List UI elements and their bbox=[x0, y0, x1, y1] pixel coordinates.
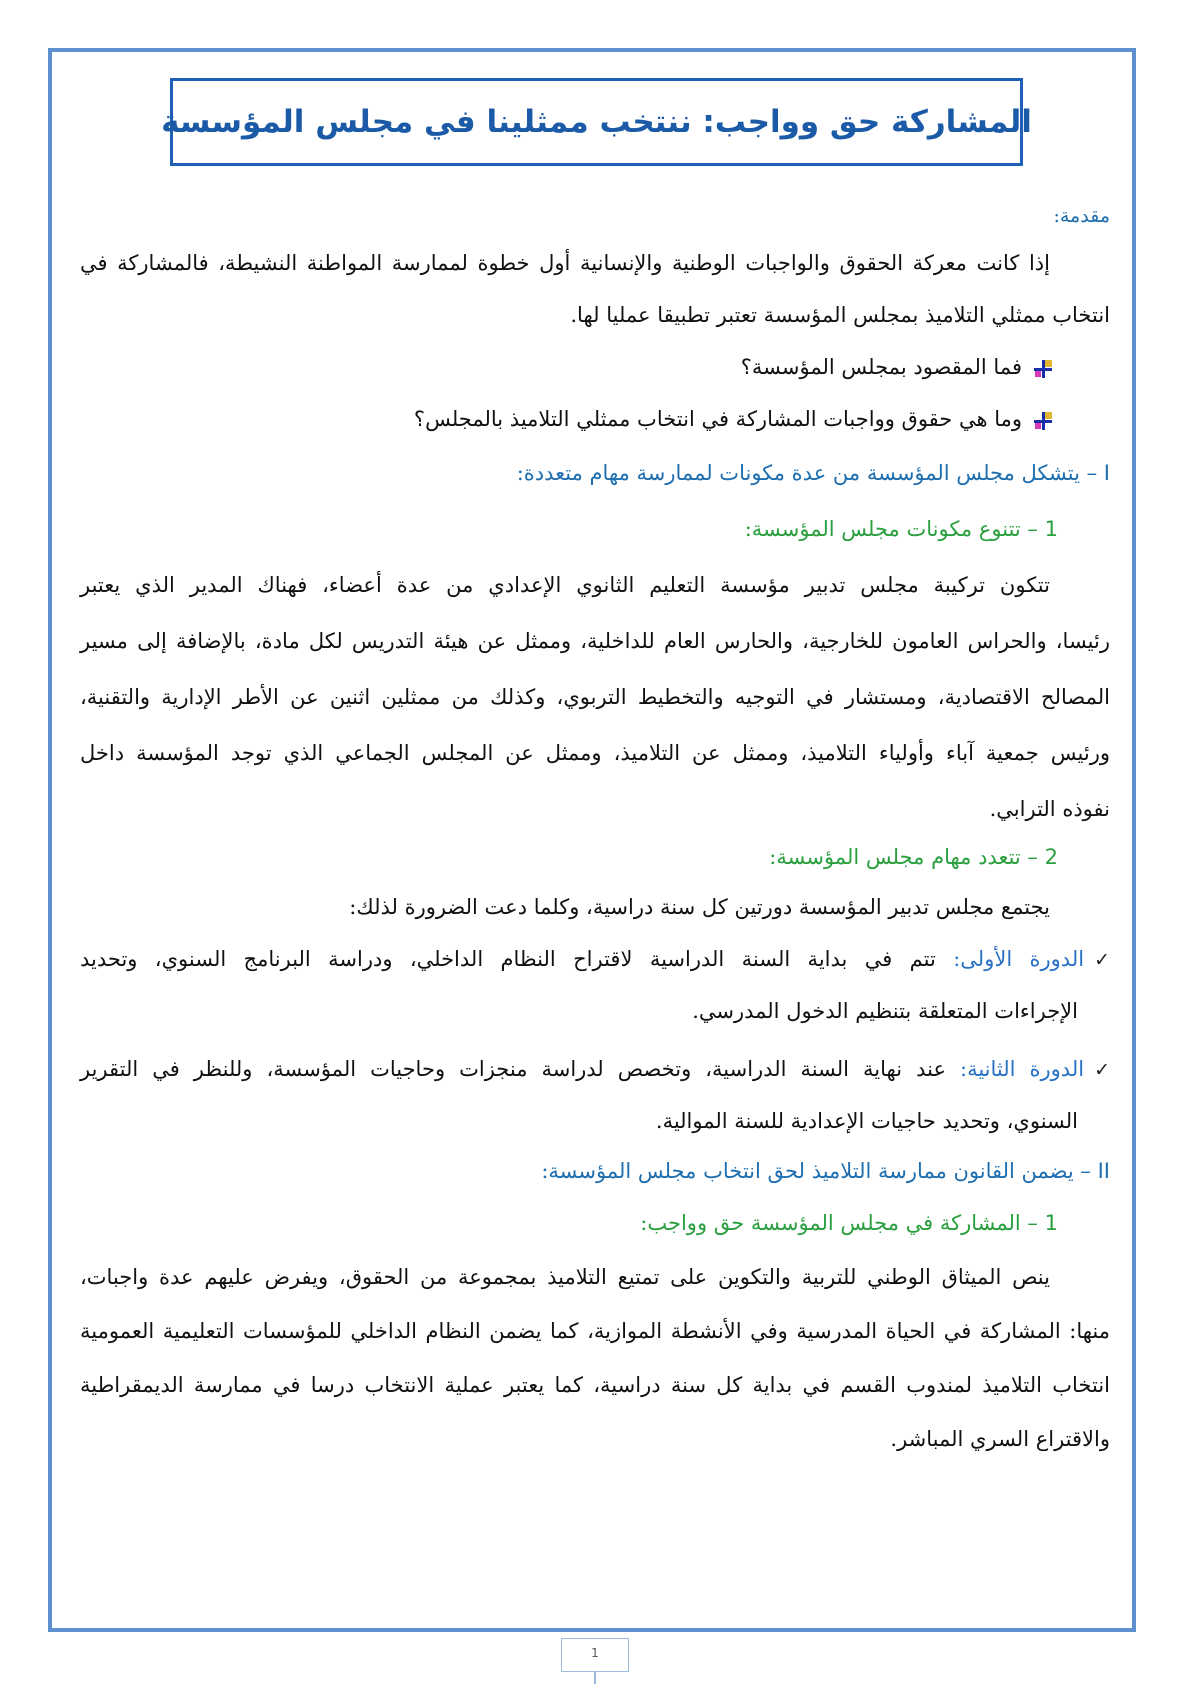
page-title: المشاركة حق وواجب: ننتخب ممثلينا في مجلس المؤسسة bbox=[161, 104, 1032, 140]
intro-label: مقدمة: bbox=[1053, 205, 1110, 227]
plus-arrow-bullet-icon bbox=[1034, 360, 1052, 378]
cycle-item-2: ✓الدورة الثانية: عند نهاية السنة الدراسية، وتخصص لدراسة منجزات وحاجيات المؤسسة، وللنظر في التقرير bbox=[80, 1057, 1110, 1081]
question-item bbox=[80, 355, 1110, 379]
paragraph-line: يجتمع مجلس تدبير المؤسسة دورتين كل سنة دراسية، وكلما دعت الضرورة لذلك: bbox=[349, 895, 1050, 919]
cycle-item-2-continued: السنوي، وتحديد حاجيات الإعدادية للسنة الموالية. bbox=[655, 1109, 1078, 1133]
page-number-connector bbox=[594, 1672, 596, 1684]
paragraph-line: ورئيس جمعية آباء وأولياء التلاميذ، وممثل عن التلاميذ، وممثل عن المجلس الجماعي الذي توجد المؤسسة داخل bbox=[80, 741, 1110, 765]
checkmark-icon: ✓ bbox=[1094, 1059, 1110, 1081]
section-heading-1: I – يتشكل مجلس المؤسسة من عدة مكونات لممارسة مهام متعددة: bbox=[516, 461, 1110, 485]
section-heading-2: II – يضمن القانون ممارسة التلاميذ لحق انتخاب مجلس المؤسسة: bbox=[541, 1159, 1110, 1183]
question-text: فما المقصود بمجلس المؤسسة؟ bbox=[740, 355, 1022, 379]
intro-paragraph-line bbox=[80, 251, 1110, 275]
subsection-heading-2-1: 1 – المشاركة في مجلس المؤسسة حق وواجب: bbox=[640, 1211, 1058, 1235]
intro-paragraph-line: انتخاب ممثلي التلاميذ بمجلس المؤسسة تعتبر تطبيقا عمليا لها. bbox=[570, 303, 1110, 327]
paragraph-line: المصالح الاقتصادية، ومستشار في التوجيه والتخطيط التربوي، وكذلك من ممثلين اثنين عن الأطر الإدارية والتقنية، bbox=[80, 685, 1110, 709]
paragraph-line: رئيسا، والحراس العامون للخارجية، والحارس العام للداخلية، وممثل عن هيئة التدريس لكل مادة، بالإضافة إلى مسير bbox=[80, 629, 1110, 653]
subsection-heading-1-1: 1 – تتنوع مكونات مجلس المؤسسة: bbox=[744, 517, 1058, 541]
cycle-item-1: ✓الدورة الأولى: تتم في بداية السنة الدراسية لاقتراح النظام الداخلي، ودراسة البرنامج السنوي، وتحديد bbox=[80, 947, 1110, 971]
paragraph-line: ينص الميثاق الوطني للتربية والتكوين على تمتيع التلاميذ بمجموعة من الحقوق، ويفرض عليهم عدة واجبات، bbox=[80, 1265, 1050, 1289]
paragraph-line: نفوذه الترابي. bbox=[989, 797, 1110, 821]
title-box bbox=[161, 78, 1032, 166]
checkmark-icon: ✓ bbox=[1094, 949, 1110, 971]
paragraph-line: منها: المشاركة في الحياة المدرسية وفي الأنشطة الموازية، كما يضمن النظام الداخلي للمؤسسات التعليمية العمومية bbox=[80, 1319, 1110, 1343]
paragraph-line: انتخاب التلاميذ لمندوب القسم في بداية كل سنة دراسية، كما يعتبر عملية الانتخاب درسا في ممارسة الديمقراطية bbox=[80, 1373, 1110, 1397]
page-number: 1 bbox=[561, 1638, 629, 1672]
subsection-heading-1-2: 2 – تتعدد مهام مجلس المؤسسة: bbox=[769, 845, 1058, 869]
cycle-item-1-continued: الإجراءات المتعلقة بتنظيم الدخول المدرسي. bbox=[692, 999, 1078, 1023]
intro-text-1: إذا كانت معركة الحقوق والواجبات الوطنية والإنسانية أول خطوة لممارسة المواطنة النشيطة، فالمشاركة في bbox=[80, 251, 1050, 275]
paragraph-line: تتكون تركيبة مجلس تدبير مؤسسة التعليم الثانوي الإعدادي من عدة أعضاء، فهناك المدير الذي يعتبر bbox=[80, 573, 1050, 597]
plus-arrow-bullet-icon bbox=[1034, 412, 1052, 430]
paragraph-line: والاقتراع السري المباشر. bbox=[890, 1427, 1110, 1451]
question-item bbox=[80, 407, 1110, 431]
question-text: وما هي حقوق وواجبات المشاركة في انتخاب ممثلي التلاميذ بالمجلس؟ bbox=[413, 407, 1022, 431]
